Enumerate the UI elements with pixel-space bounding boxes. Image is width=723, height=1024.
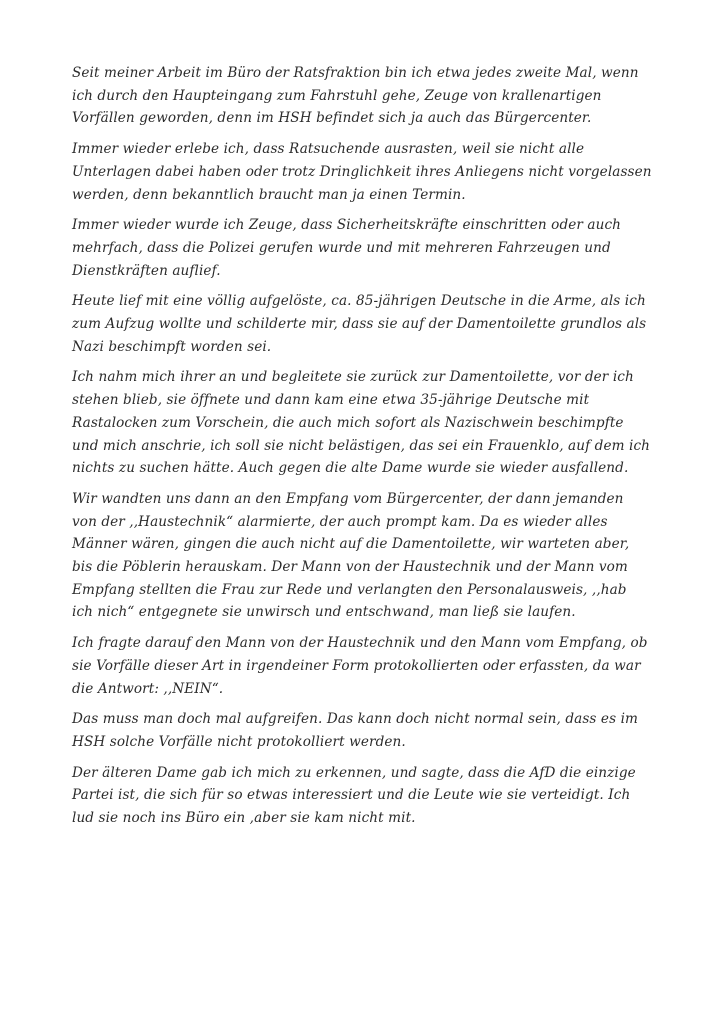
paragraph: Ich fragte darauf den Mann von der Haustechnik und den Mann vom Empfang, ob sie Vorfälle dieser Art in irgendeiner Form protokollierten oder erfassten, da war die Antwort: ,,NEIN“. [72,635,648,697]
paragraph: Ich nahm mich ihrer an und begleitete sie zurück zur Damentoilette, vor der ich stehen blieb, sie öffnete und dann kam eine etwa 35-jährige Deutsche mit Rastalocken zum Vorschein, die auch mich sofort als Nazischwein beschimpfte und mich anschrie, ich soll sie nicht belästigen, das sei ein Frauenklo, auf dem ich nichts zu suchen hätte. Auch gegen die alte Dame wurde sie wieder ausfallend. [72,369,651,477]
paragraph: Das muss man doch mal aufgreifen. Das kann doch nicht normal sein, dass es im HSH solche Vorfälle nicht protokolliert werden. [72,711,639,750]
paragraph: Wir wandten uns dann an den Empfang vom Bürgercenter, der dann jemanden von der ,,Haustechnik“ alarmierte, der auch prompt kam. Da es wieder alles Männer wären, gingen die auch nicht auf die Damentoilette, wir warteten aber, bis die Pöblerin herauskam. Der Mann von der Haustechnik und der Mann vom Empfang stellten die Frau zur Rede und verlangten den Personalausweis, ,,hab ich nich“ entgegnete sie unwirsch und entschwand, man ließ sie laufen. [72,490,630,621]
paragraph: Immer wieder wurde ich Zeuge, dass Sicherheitskräfte einschritten oder auch mehrfach, dass die Polizei gerufen wurde und mit mehreren Fahrzeugen und Dienstkräften auflief. [72,217,622,279]
document-page [72,62,652,838]
paragraph: Der älteren Dame gab ich mich zu erkennen, und sagte, dass die AfD die einzige Partei ist, die sich für so etwas interessiert und die Leute wie sie verteidigt. Ich lud sie noch ins Büro ein ,aber sie kam nicht mit. [72,764,636,827]
paragraph: Seit meiner Arbeit im Büro der Ratsfraktion bin ich etwa jedes zweite Mal, wenn ich durch den Haupteingang zum Fahrstuhl gehe, Zeuge von krallenartigen Vorfällen geworden, denn im HSH befindet sich ja auch das Bürgercenter. [72,65,639,127]
paragraph: Heute lief mit eine völlig aufgelöste, ca. 85-jährigen Deutsche in die Arme, als ich zum Aufzug wollte und schilderte mir, dass sie auf der Damentoilette grundlos als Nazi beschimpft worden sei. [72,293,647,355]
paragraph: Immer wieder erlebe ich, dass Ratsuchende ausrasten, weil sie nicht alle Unterlagen dabei haben oder trotz Dringlichkeit ihres Anliegens nicht vorgelassen werden, denn bekanntlich braucht man ja einen Termin. [72,141,652,203]
